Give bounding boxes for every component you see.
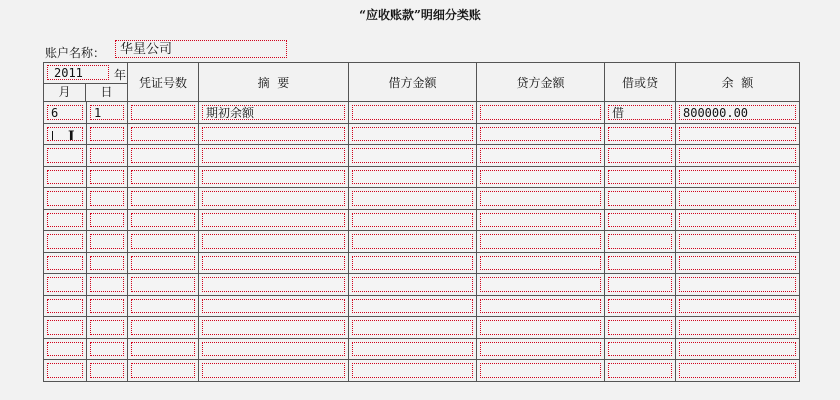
- balance-input[interactable]: [679, 234, 796, 249]
- voucher-cell: [128, 166, 199, 188]
- debit-cell: [349, 209, 477, 231]
- month-header: 月: [44, 83, 86, 101]
- direction-input[interactable]: [608, 127, 672, 142]
- direction-input[interactable]: [608, 277, 672, 292]
- day-input[interactable]: 1: [90, 105, 124, 120]
- day-cell: [87, 252, 128, 274]
- credit-cell: [477, 317, 605, 339]
- month-cell: [44, 166, 87, 188]
- text-cursor-icon: I: [68, 128, 75, 141]
- day-cell: [87, 338, 128, 360]
- debit-cell: [349, 317, 477, 339]
- direction-input[interactable]: [608, 342, 672, 357]
- debit-cell: [349, 145, 477, 167]
- header-row: [44, 63, 800, 102]
- debit-header: 借方金额: [349, 63, 477, 102]
- month-cell: [44, 338, 87, 360]
- table-row: [44, 274, 800, 296]
- debit-input[interactable]: [352, 191, 473, 206]
- voucher-input[interactable]: [131, 127, 195, 142]
- direction-input[interactable]: [608, 213, 672, 228]
- direction-cell: [605, 209, 676, 231]
- day-input[interactable]: [90, 256, 124, 271]
- direction-cell: [605, 252, 676, 274]
- debit-cell: [349, 102, 477, 124]
- summary-input[interactable]: [202, 277, 345, 292]
- account-name-label: 账户名称：: [45, 46, 106, 60]
- summary-cell: [199, 252, 349, 274]
- month-cell: [44, 360, 87, 382]
- table-row: [44, 188, 800, 210]
- balance-cell: [676, 274, 800, 296]
- day-input[interactable]: [90, 299, 124, 314]
- direction-input[interactable]: 借: [608, 105, 672, 120]
- balance-cell: [676, 123, 800, 145]
- summary-input[interactable]: [202, 127, 345, 142]
- month-cell: [44, 123, 87, 145]
- debit-cell: [349, 274, 477, 296]
- direction-input[interactable]: [608, 256, 672, 271]
- month-input[interactable]: [47, 299, 83, 314]
- direction-cell: [605, 360, 676, 382]
- direction-cell: [605, 338, 676, 360]
- month-input[interactable]: [47, 320, 83, 335]
- debit-input[interactable]: [352, 170, 473, 185]
- balance-input[interactable]: [679, 277, 796, 292]
- balance-cell: [676, 360, 800, 382]
- direction-cell: [605, 188, 676, 210]
- debit-input[interactable]: [352, 234, 473, 249]
- day-cell: [87, 188, 128, 210]
- day-input[interactable]: [90, 234, 124, 249]
- day-input[interactable]: [90, 213, 124, 228]
- balance-cell: [676, 145, 800, 167]
- direction-input[interactable]: [608, 191, 672, 206]
- balance-input[interactable]: [679, 170, 796, 185]
- month-cell: [44, 295, 87, 317]
- summary-input[interactable]: [202, 148, 345, 163]
- debit-input[interactable]: [352, 299, 473, 314]
- direction-cell: [605, 317, 676, 339]
- month-input[interactable]: [47, 191, 83, 206]
- credit-cell: [477, 360, 605, 382]
- month-input[interactable]: [47, 342, 83, 357]
- voucher-input[interactable]: [131, 105, 195, 120]
- balance-cell: [676, 231, 800, 253]
- debit-input[interactable]: [352, 256, 473, 271]
- credit-input[interactable]: [480, 299, 601, 314]
- voucher-input[interactable]: [131, 342, 195, 357]
- credit-input[interactable]: [480, 191, 601, 206]
- credit-cell: [477, 209, 605, 231]
- balance-cell: [676, 252, 800, 274]
- debit-cell: [349, 360, 477, 382]
- voucher-cell: [128, 274, 199, 296]
- credit-input[interactable]: [480, 170, 601, 185]
- day-input[interactable]: [90, 170, 124, 185]
- month-input[interactable]: 6: [47, 105, 83, 120]
- credit-input[interactable]: [480, 277, 601, 292]
- balance-input[interactable]: [679, 363, 796, 378]
- balance-cell: [676, 317, 800, 339]
- credit-cell: [477, 338, 605, 360]
- summary-cell: [199, 123, 349, 145]
- table-row: [44, 166, 800, 188]
- direction-cell: [605, 102, 676, 124]
- month-input[interactable]: [47, 256, 83, 271]
- month-input[interactable]: [47, 234, 83, 249]
- month-cell: [44, 102, 87, 124]
- day-cell: [87, 145, 128, 167]
- voucher-cell: [128, 295, 199, 317]
- debit-cell: [349, 231, 477, 253]
- credit-input[interactable]: [480, 127, 601, 142]
- balance-input[interactable]: [679, 213, 796, 228]
- table-row: [44, 145, 800, 167]
- direction-input[interactable]: [608, 234, 672, 249]
- voucher-input[interactable]: [131, 256, 195, 271]
- balance-input[interactable]: [679, 191, 796, 206]
- year-suffix-label: 年: [113, 68, 126, 82]
- day-cell: [87, 295, 128, 317]
- balance-input[interactable]: [679, 148, 796, 163]
- balance-cell: [676, 295, 800, 317]
- table-row: [44, 338, 800, 360]
- summary-input[interactable]: [202, 299, 345, 314]
- debit-cell: [349, 252, 477, 274]
- balance-input[interactable]: [679, 320, 796, 335]
- debit-input[interactable]: [352, 148, 473, 163]
- voucher-input[interactable]: [131, 299, 195, 314]
- voucher-input[interactable]: [131, 191, 195, 206]
- day-cell: [87, 360, 128, 382]
- month-input[interactable]: [47, 127, 83, 142]
- voucher-header: 凭证号数: [128, 63, 199, 102]
- summary-cell: [199, 360, 349, 382]
- voucher-cell: [128, 231, 199, 253]
- debit-input[interactable]: [352, 105, 473, 120]
- text-caret: [52, 131, 53, 142]
- credit-cell: [477, 295, 605, 317]
- balance-input[interactable]: [679, 127, 796, 142]
- summary-cell: [199, 166, 349, 188]
- account-name-input[interactable]: 华星公司: [115, 40, 287, 58]
- summary-input[interactable]: [202, 213, 345, 228]
- date-header: [44, 63, 128, 102]
- debit-input[interactable]: [352, 342, 473, 357]
- ledger-table: [43, 62, 800, 382]
- debit-cell: [349, 338, 477, 360]
- debit-cell: [349, 295, 477, 317]
- month-cell: [44, 252, 87, 274]
- day-input[interactable]: [90, 127, 124, 142]
- debit-input[interactable]: [352, 320, 473, 335]
- summary-input[interactable]: [202, 342, 345, 357]
- month-cell: [44, 231, 87, 253]
- voucher-cell: [128, 317, 199, 339]
- voucher-cell: [128, 360, 199, 382]
- month-cell: [44, 188, 87, 210]
- month-input[interactable]: [47, 213, 83, 228]
- direction-input[interactable]: [608, 299, 672, 314]
- direction-cell: [605, 231, 676, 253]
- table-row: [44, 231, 800, 253]
- day-input[interactable]: [90, 320, 124, 335]
- summary-cell: [199, 295, 349, 317]
- balance-header: 余 额: [676, 63, 800, 102]
- summary-cell: [199, 317, 349, 339]
- year-input[interactable]: 2011: [47, 65, 109, 80]
- day-cell: [87, 166, 128, 188]
- table-row: [44, 360, 800, 382]
- direction-input[interactable]: [608, 170, 672, 185]
- voucher-cell: [128, 123, 199, 145]
- ledger-body: [44, 102, 800, 382]
- voucher-input[interactable]: [131, 363, 195, 378]
- table-row: [44, 317, 800, 339]
- voucher-cell: [128, 338, 199, 360]
- balance-cell: [676, 209, 800, 231]
- voucher-cell: [128, 209, 199, 231]
- summary-cell: [199, 188, 349, 210]
- credit-input[interactable]: [480, 105, 601, 120]
- summary-input[interactable]: [202, 256, 345, 271]
- debit-cell: [349, 123, 477, 145]
- month-cell: [44, 145, 87, 167]
- day-cell: [87, 123, 128, 145]
- debit-input[interactable]: [352, 213, 473, 228]
- summary-cell: [199, 145, 349, 167]
- summary-cell: [199, 209, 349, 231]
- voucher-input[interactable]: [131, 148, 195, 163]
- credit-cell: [477, 123, 605, 145]
- credit-cell: [477, 231, 605, 253]
- credit-header: 贷方金额: [477, 63, 605, 102]
- month-input[interactable]: [47, 148, 83, 163]
- month-input[interactable]: [47, 170, 83, 185]
- credit-cell: [477, 274, 605, 296]
- summary-input[interactable]: 期初余额: [202, 105, 345, 120]
- direction-input[interactable]: [608, 320, 672, 335]
- voucher-input[interactable]: [131, 213, 195, 228]
- debit-cell: [349, 188, 477, 210]
- summary-cell: [199, 231, 349, 253]
- day-cell: [87, 209, 128, 231]
- day-input[interactable]: [90, 191, 124, 206]
- summary-cell: [199, 274, 349, 296]
- table-row: [44, 123, 800, 145]
- voucher-cell: [128, 188, 199, 210]
- debit-cell: [349, 166, 477, 188]
- summary-input[interactable]: [202, 320, 345, 335]
- credit-input[interactable]: [480, 320, 601, 335]
- balance-cell: [676, 188, 800, 210]
- direction-cell: [605, 145, 676, 167]
- summary-input[interactable]: [202, 234, 345, 249]
- voucher-input[interactable]: [131, 170, 195, 185]
- voucher-cell: [128, 145, 199, 167]
- table-row: [44, 102, 800, 124]
- direction-cell: [605, 274, 676, 296]
- summary-input[interactable]: [202, 363, 345, 378]
- summary-input[interactable]: [202, 170, 345, 185]
- table-row: [44, 252, 800, 274]
- direction-header: 借或贷: [605, 63, 676, 102]
- voucher-cell: [128, 102, 199, 124]
- balance-input[interactable]: [679, 342, 796, 357]
- debit-input[interactable]: [352, 277, 473, 292]
- day-input[interactable]: [90, 277, 124, 292]
- credit-input[interactable]: [480, 213, 601, 228]
- direction-cell: [605, 123, 676, 145]
- day-input[interactable]: [90, 342, 124, 357]
- balance-cell: [676, 338, 800, 360]
- summary-cell: [199, 102, 349, 124]
- credit-cell: [477, 252, 605, 274]
- summary-cell: [199, 338, 349, 360]
- month-cell: [44, 317, 87, 339]
- debit-input[interactable]: [352, 127, 473, 142]
- direction-cell: [605, 295, 676, 317]
- credit-input[interactable]: [480, 342, 601, 357]
- debit-input[interactable]: [352, 363, 473, 378]
- credit-cell: [477, 102, 605, 124]
- day-header: 日: [100, 85, 113, 99]
- voucher-cell: [128, 252, 199, 274]
- month-cell: [44, 274, 87, 296]
- direction-input[interactable]: [608, 148, 672, 163]
- month-input[interactable]: [47, 277, 83, 292]
- table-row: [44, 209, 800, 231]
- balance-input[interactable]: [679, 299, 796, 314]
- ledger-title: “应收账款”明细分类账: [359, 8, 481, 22]
- month-cell: [44, 209, 87, 231]
- balance-cell: [676, 166, 800, 188]
- day-cell: [87, 231, 128, 253]
- credit-cell: [477, 166, 605, 188]
- summary-header: 摘 要: [199, 63, 349, 102]
- direction-cell: [605, 166, 676, 188]
- credit-input[interactable]: [480, 363, 601, 378]
- month-input[interactable]: [47, 363, 83, 378]
- day-input[interactable]: [90, 148, 124, 163]
- table-row: [44, 295, 800, 317]
- day-cell: [87, 102, 128, 124]
- balance-input[interactable]: 800000.00: [679, 105, 796, 120]
- voucher-input[interactable]: [131, 277, 195, 292]
- credit-input[interactable]: [480, 234, 601, 249]
- summary-input[interactable]: [202, 191, 345, 206]
- direction-input[interactable]: [608, 363, 672, 378]
- day-cell: [87, 274, 128, 296]
- day-cell: [87, 317, 128, 339]
- credit-cell: [477, 145, 605, 167]
- credit-cell: [477, 188, 605, 210]
- voucher-input[interactable]: [131, 234, 195, 249]
- credit-input[interactable]: [480, 256, 601, 271]
- balance-input[interactable]: [679, 256, 796, 271]
- day-input[interactable]: [90, 363, 124, 378]
- balance-cell: [676, 102, 800, 124]
- voucher-input[interactable]: [131, 320, 195, 335]
- credit-input[interactable]: [480, 148, 601, 163]
